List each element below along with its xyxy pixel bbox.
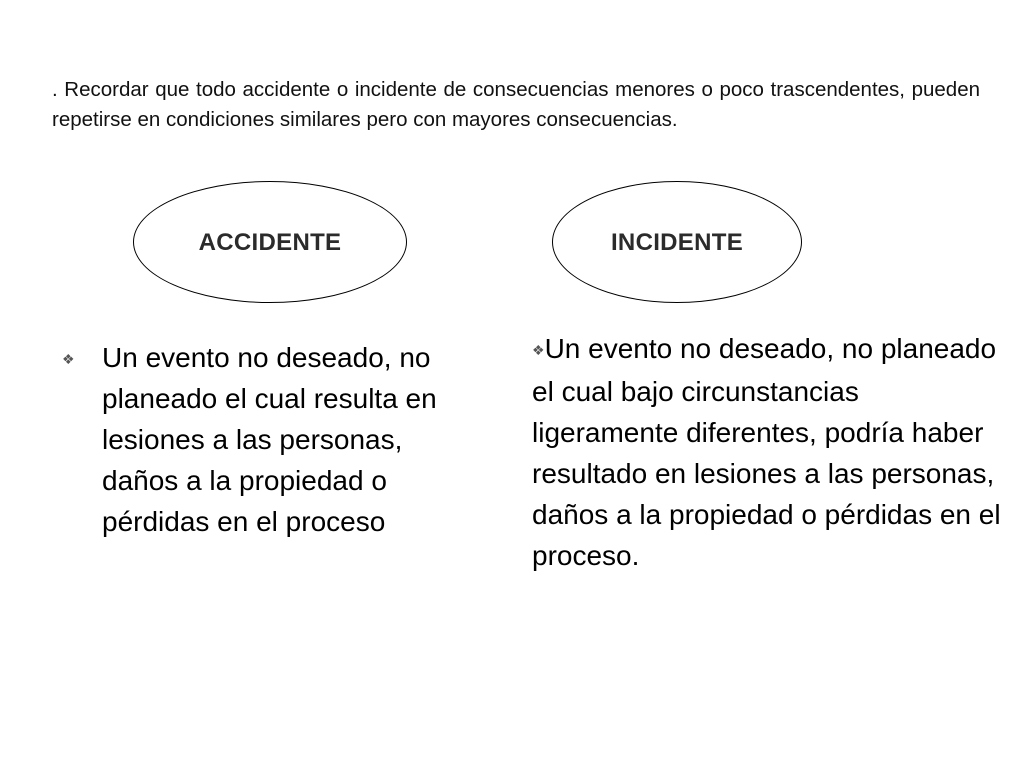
incidente-title: INCIDENTE bbox=[610, 229, 744, 256]
diamond-bullet-icon: ❖ bbox=[62, 351, 75, 367]
accidente-title: ACCIDENTE bbox=[198, 229, 342, 256]
incidente-definition bbox=[532, 328, 1012, 576]
accidente-ellipse bbox=[133, 181, 407, 303]
intro-paragraph: . Recordar que todo accidente o incidente de consecuencias menores o poco trascendentes, pueden repetirse en condiciones similares pero con mayores consecuencias. bbox=[52, 77, 980, 131]
incidente-ellipse bbox=[552, 181, 802, 303]
accidente-definition-text: Un evento no deseado, no planeado el cual resulta en lesiones a las personas, daños a la propiedad o pérdidas en el proceso bbox=[102, 342, 437, 537]
incidente-definition-text: Un evento no deseado, no planeado el cual bajo circunstancias ligeramente diferentes, podría haber resultado en lesiones a las personas, daños a la propiedad o pérdidas en el proceso. bbox=[532, 333, 1001, 571]
diamond-bullet-icon: ❖ bbox=[532, 342, 545, 358]
